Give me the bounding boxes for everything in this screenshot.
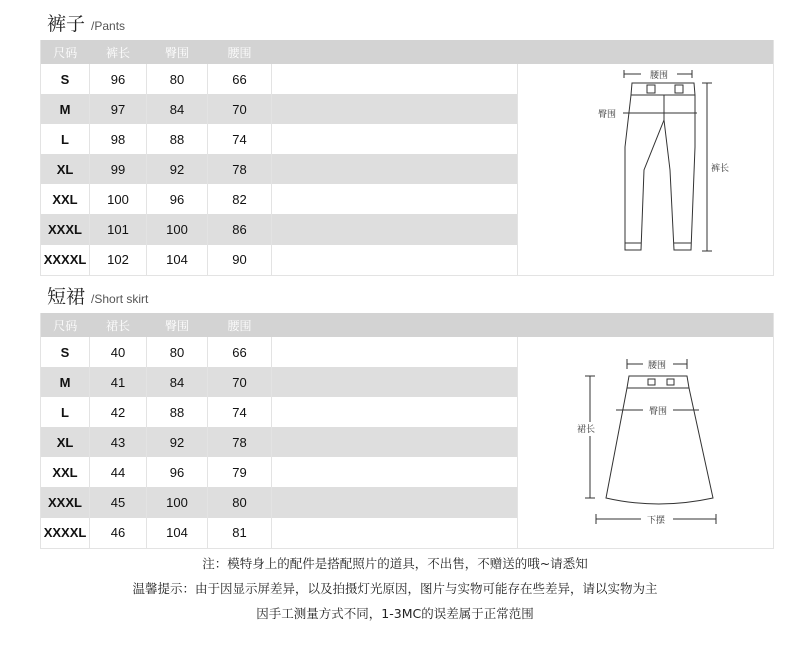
pants-diagram-hip-label: 臀围 xyxy=(597,110,616,121)
pants-diagram-length-label: 裤长 xyxy=(710,164,729,175)
skirt-diagram-length-label: 裙长 xyxy=(576,425,595,436)
table-spacer-cell xyxy=(272,154,518,184)
table-cell: 74 xyxy=(208,397,272,427)
pants-header-length: 裤长 xyxy=(90,40,147,64)
table-cell: 80 xyxy=(147,64,208,94)
table-cell: 101 xyxy=(90,214,147,245)
skirt-diagram xyxy=(519,338,773,543)
table-spacer-cell xyxy=(272,337,518,367)
table-cell: M xyxy=(41,367,90,397)
notes-block xyxy=(0,551,790,626)
table-cell: 78 xyxy=(208,427,272,457)
pants-header-waist: 腰围 xyxy=(208,40,272,64)
table-cell: 90 xyxy=(208,245,272,275)
table-cell: 81 xyxy=(208,518,272,548)
table-cell: 46 xyxy=(90,518,147,548)
table-cell: 41 xyxy=(90,367,147,397)
skirt-header-waist: 腰围 xyxy=(208,313,272,337)
table-cell: XXL xyxy=(41,184,90,214)
table-spacer-cell xyxy=(272,245,518,275)
table-cell: 96 xyxy=(147,457,208,487)
skirt-table-body xyxy=(41,337,774,548)
table-cell: XXXL xyxy=(41,487,90,518)
table-spacer-cell xyxy=(272,124,518,154)
skirt-title-en: /Short skirt xyxy=(91,292,149,306)
table-cell: 80 xyxy=(147,337,208,367)
note-line-2: 温馨提示：由于因显示屏差异，以及拍摄灯光原因，图片与实物可能存在些差异，请以实物为主 xyxy=(132,581,658,596)
skirt-header-row xyxy=(41,313,774,337)
skirt-diagram-waist-label: 腰围 xyxy=(647,361,666,372)
table-cell: 100 xyxy=(90,184,147,214)
table-cell: S xyxy=(41,337,90,367)
table-cell: 80 xyxy=(208,487,272,518)
table-cell: S xyxy=(41,64,90,94)
pants-waistband xyxy=(631,83,695,95)
table-cell: 45 xyxy=(90,487,147,518)
pants-section-title xyxy=(47,9,125,36)
table-spacer-cell xyxy=(272,94,518,124)
table-cell: 66 xyxy=(208,337,272,367)
table-cell: 104 xyxy=(147,245,208,275)
table-cell: 70 xyxy=(208,367,272,397)
skirt-size-table xyxy=(40,313,774,549)
table-cell: 96 xyxy=(147,184,208,214)
skirt-header-size: 尺码 xyxy=(41,313,90,337)
table-spacer-cell xyxy=(272,64,518,94)
table-cell: 43 xyxy=(90,427,147,457)
skirt-diagram-hip-label: 臀围 xyxy=(648,407,667,418)
note-line-3: 因手工测量方式不同，1-3MC的误差属于正常范围 xyxy=(256,606,534,621)
table-cell: 92 xyxy=(147,427,208,457)
skirt-diagram-cell xyxy=(518,337,774,548)
table-spacer-cell xyxy=(272,487,518,518)
table-cell: 44 xyxy=(90,457,147,487)
table-cell: 88 xyxy=(147,124,208,154)
pants-header-size: 尺码 xyxy=(41,40,90,64)
table-row xyxy=(41,64,774,94)
table-cell: 104 xyxy=(147,518,208,548)
table-cell: M xyxy=(41,94,90,124)
table-cell: XXXL xyxy=(41,214,90,245)
table-spacer-cell xyxy=(272,397,518,427)
table-cell: 98 xyxy=(90,124,147,154)
table-cell: 102 xyxy=(90,245,147,275)
skirt-diagram-hem-label: 下摆 xyxy=(646,516,665,527)
table-spacer-cell xyxy=(272,214,518,245)
pants-table-body xyxy=(41,64,774,275)
table-cell: 100 xyxy=(147,214,208,245)
table-cell: 99 xyxy=(90,154,147,184)
table-cell: L xyxy=(41,124,90,154)
table-cell: 100 xyxy=(147,487,208,518)
table-cell: XXXXL xyxy=(41,518,90,548)
table-cell: 97 xyxy=(90,94,147,124)
skirt-section-title xyxy=(47,282,148,309)
table-cell: 82 xyxy=(208,184,272,214)
skirt-header-blank xyxy=(272,313,518,337)
table-cell: 86 xyxy=(208,214,272,245)
table-spacer-cell xyxy=(272,367,518,397)
pants-diagram-waist-label: 腰围 xyxy=(649,71,668,82)
pants-header-blank2 xyxy=(518,40,774,64)
table-cell: 84 xyxy=(147,94,208,124)
table-cell: 66 xyxy=(208,64,272,94)
table-cell: 40 xyxy=(90,337,147,367)
table-cell: XXXXL xyxy=(41,245,90,275)
table-cell: XL xyxy=(41,154,90,184)
table-spacer-cell xyxy=(272,518,518,548)
table-spacer-cell xyxy=(272,427,518,457)
table-cell: 70 xyxy=(208,94,272,124)
pants-size-table xyxy=(40,40,774,276)
table-cell: 84 xyxy=(147,367,208,397)
pants-header-blank xyxy=(272,40,518,64)
table-cell: 88 xyxy=(147,397,208,427)
table-cell: 79 xyxy=(208,457,272,487)
skirt-header-blank2 xyxy=(518,313,774,337)
pants-header-row xyxy=(41,40,774,64)
skirt-title-cn: 短裙 xyxy=(47,286,86,308)
pants-diagram xyxy=(519,65,773,270)
table-cell: 42 xyxy=(90,397,147,427)
table-spacer-cell xyxy=(272,184,518,214)
table-cell: 96 xyxy=(90,64,147,94)
pants-title-cn: 裤子 xyxy=(47,13,86,35)
pants-header-hip: 臀围 xyxy=(147,40,208,64)
skirt-header-hip: 臀围 xyxy=(147,313,208,337)
table-spacer-cell xyxy=(272,457,518,487)
skirt-header-length: 裙长 xyxy=(90,313,147,337)
pants-diagram-cell xyxy=(518,64,774,275)
pants-title-en: /Pants xyxy=(91,19,126,33)
table-row xyxy=(41,337,774,367)
skirt-waistband xyxy=(627,376,689,388)
table-cell: 92 xyxy=(147,154,208,184)
note-line-1: 注：模特身上的配件是搭配照片的道具，不出售，不赠送的哦~请悉知 xyxy=(202,556,588,571)
pants-legs xyxy=(625,95,695,250)
table-cell: XL xyxy=(41,427,90,457)
table-cell: XXL xyxy=(41,457,90,487)
table-cell: 78 xyxy=(208,154,272,184)
table-cell: L xyxy=(41,397,90,427)
table-cell: 74 xyxy=(208,124,272,154)
